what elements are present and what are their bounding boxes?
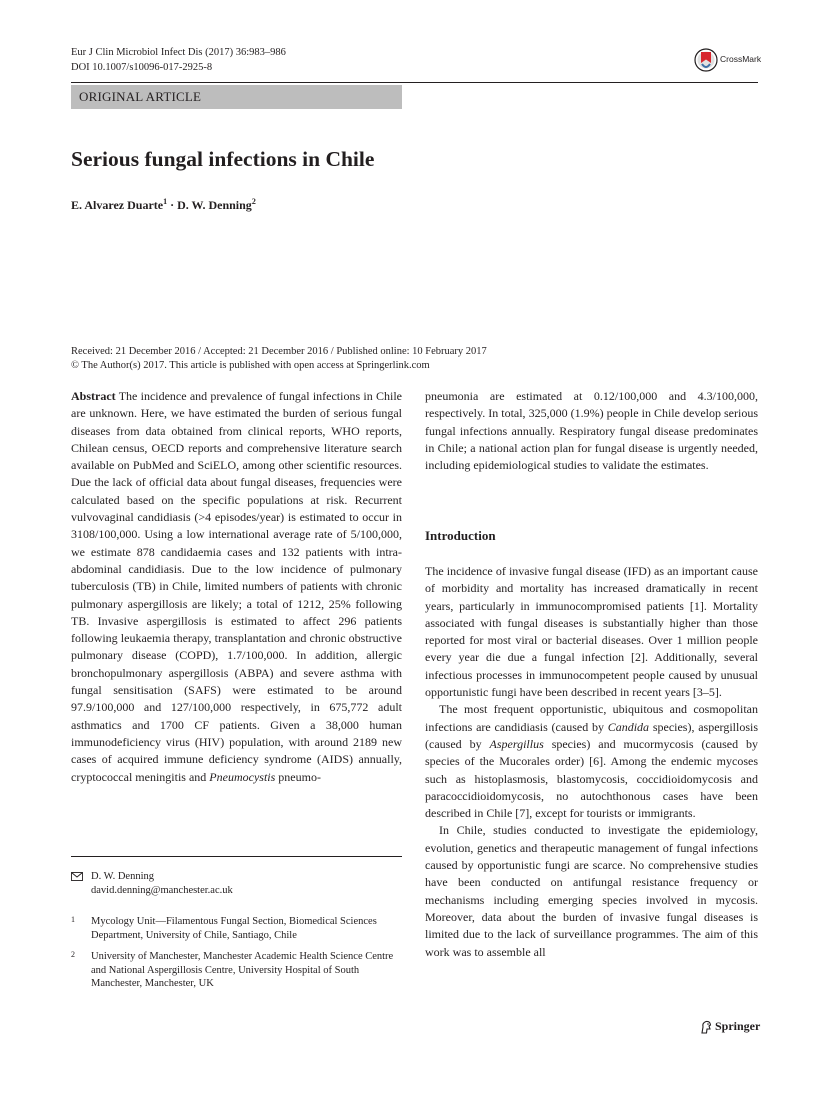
author-1[interactable]: E. Alvarez Duarte bbox=[71, 198, 164, 212]
envelope-icon bbox=[71, 872, 83, 881]
springer-logo bbox=[700, 1019, 761, 1037]
crossmark-badge[interactable] bbox=[694, 46, 762, 74]
author-1-affiliation: 1 bbox=[163, 197, 168, 206]
journal-citation: Eur J Clin Microbiol Infect Dis (2017) 36:983–986 bbox=[71, 47, 286, 58]
affiliation-1-text: Mycology Unit—Filamentous Fungal Section, Biomedical Sciences Department, University of Chile, Santiago, Chile bbox=[91, 916, 377, 941]
author-separator: · bbox=[170, 198, 175, 212]
crossmark-label: CrossMark bbox=[720, 54, 762, 64]
abstract-left-column bbox=[71, 388, 402, 786]
intro-paragraph-3: In Chile, studies conducted to investigate the epidemiology, evolution, genetics and therapeutic management of fungal infections caused by opportunistic fungi are scarce. No comprehensive studies have been conducted on antifungal resistance frequency or mechanisms including emerging species involved in mycosis. Moreover, data about the burden of invasive fungal diseases is limited due to the lack of surveillance programmes. The aim of this work was to assemble all bbox=[425, 823, 758, 959]
correspondence-email[interactable]: david.denning@manchester.ac.uk bbox=[91, 885, 233, 896]
affiliation-1-number: 1 bbox=[71, 915, 75, 924]
author-2[interactable]: D. W. Denning bbox=[177, 198, 252, 212]
genus-candida: Candida bbox=[607, 719, 650, 734]
genus-aspergillus: Aspergillus bbox=[489, 736, 544, 751]
springer-wordmark: Springer bbox=[715, 1019, 761, 1033]
abstract-continued: pneumonia are estimated at 0.12/100,000 and 4.3/100,000, respectively. In total, 325,000 (1.9%) people in Chile develop serious fungal infections annually. Respiratory fungal disease predominates in Chile; a national action plan for fungal disease is urgently needed, including epidemiological studies to validate the estimates. bbox=[425, 389, 758, 473]
springer-horse-icon bbox=[700, 1020, 712, 1034]
intro-paragraph-2: The most frequent opportunistic, ubiquitous and cosmopolitan infections are candidiasis (caused by Candida species), aspergillosis (caused by Aspergillus species) and mucormycosis (caused by species of the Mucorales order) [6]. Among the endemic mycoses such as histoplasmosis, blastomycosis, coccidioidomycosis and paracoccidioidomycosis, no autochthonous cases have been described in Chile [7], except for tourists or immigrants. bbox=[425, 702, 759, 821]
abstract-text: The incidence and prevalence of fungal infections in Chile are unknown. Here, we have estimated the burden of serious fungal diseases from data obtained from clinical reports, WHO reports, Chilean census, OECD reports and comprehensive literature search available on PubMed and SciELO, among other scientific resources. Due the lack of official data about fungal diseases, frequencies were calculated based on the specific populations at risk. Recurrent vulvovaginal candidiasis (>4 episodes/year) is estimated to occur in 3108/100,000. Using a low international average rate of 5/100,000, we estimate 878 candidaemia cases and 132 patients with intra-abdominal candidiasis. Due to the low incidence of pulmonary tuberculosis (TB) in Chile, limited numbers of patients with chronic pulmonary aspergillosis are likely; a total of 1212, 25% following TB. Invasive aspergillosis is estimated to affect 296 patients following leukaemia therapy, transplantation and chronic obstructive pulmonary disease (COPD), 1.7/100,000. In addition, allergic bronchopulmonary aspergillosis (ABPA) and severe asthma with fungal sensitisation (SAFS) were estimated to be around 97.9/100,000 and 127/100,000 respectively, in 675,772 adult asthmatics and 1700 CF patients. Given a 38,000 human immunodeficiency virus (HIV) population, with around 2189 new cases of acquired immune deficiency syndrome (AIDS) annually, cryptococcal meningitis and bbox=[71, 389, 402, 784]
article-title: Serious fungal infections in Chile bbox=[71, 147, 375, 171]
introduction-heading: Introduction bbox=[425, 528, 496, 543]
abstract-italic-term: Pneumocystis bbox=[209, 769, 276, 784]
header-rule bbox=[71, 82, 758, 83]
introduction-body bbox=[425, 563, 758, 961]
intro-paragraph-1: The incidence of invasive fungal disease (IFD) as an important cause of morbidity and mortality has increased dramatically in recent years, particularly in immunocompromised patients [1]. Mortality associated with fungal diseases is substantially higher than those reported for most viral or bacterial diseases. Over 1 million people every year die due a fungal infection [2]. Additionally, several infectious processes in immunocompetent people caused by unusual opportunistic fungi have been described in recent years [3–5]. bbox=[425, 564, 758, 700]
abstract-label: Abstract bbox=[71, 389, 116, 403]
correspondence-name: D. W. Denning bbox=[91, 871, 154, 882]
author-2-affiliation: 2 bbox=[251, 197, 256, 206]
publication-dates: Received: 21 December 2016 / Accepted: 21 December 2016 / Published online: 10 February 2017 bbox=[71, 346, 487, 357]
doi[interactable]: DOI 10.1007/s10096-017-2925-8 bbox=[71, 62, 213, 73]
footnote-rule bbox=[71, 856, 402, 857]
affiliation-2-text: University of Manchester, Manchester Academic Health Science Centre and National Aspergillosis Centre, University Hospital of South Manchester, Manchester, UK bbox=[91, 951, 394, 990]
abstract: Abstract The incidence and prevalence of fungal infections in Chile are unknown. Here, we have estimated the burden of serious fungal diseases from data obtained from clinical reports, WHO reports, Chilean census, OECD reports and comprehensive literature search available on PubMed and SciELO, among other scientific resources. Due the lack of official data about fungal diseases, frequencies were calculated based on the specific populations at risk. Recurrent vulvovaginal candidiasis (>4 episodes/year) is estimated to occur in 3108/100,000. Using a low international average rate of 5/100,000, we estimate 878 candidaemia cases and 132 patients with intra-abdominal candidiasis. Due to the low incidence of pulmonary tuberculosis (TB) in Chile, limited numbers of patients with chronic pulmonary aspergillosis are likely; a total of 1212, 25% following TB. Invasive aspergillosis is estimated to affect 296 patients following leukaemia therapy, transplantation and chronic obstructive pulmonary disease (COPD), 1.7/100,000. In addition, allergic bronchopulmonary aspergillosis (ABPA) and severe asthma with fungal sensitisation (SAFS) were estimated to be around 97.9/100,000 and 127/100,000 respectively, in 675,772 adult asthmatics and 1700 CF patients. Given a 38,000 human immunodeficiency virus (HIV) population, with around 2189 new cases of acquired immune deficiency syndrome (AIDS) annually, cryptococcal meningitis and Pneumocystis pneumo- bbox=[71, 389, 402, 784]
copyright-notice: © The Author(s) 2017. This article is published with open access at Springerlink.com bbox=[71, 360, 430, 371]
affiliation-1 bbox=[71, 915, 402, 942]
affiliation-2 bbox=[71, 950, 402, 991]
article-type-banner: ORIGINAL ARTICLE bbox=[71, 85, 402, 109]
affiliation-2-number: 2 bbox=[71, 950, 75, 959]
author-list bbox=[71, 194, 256, 213]
right-column bbox=[425, 388, 758, 474]
